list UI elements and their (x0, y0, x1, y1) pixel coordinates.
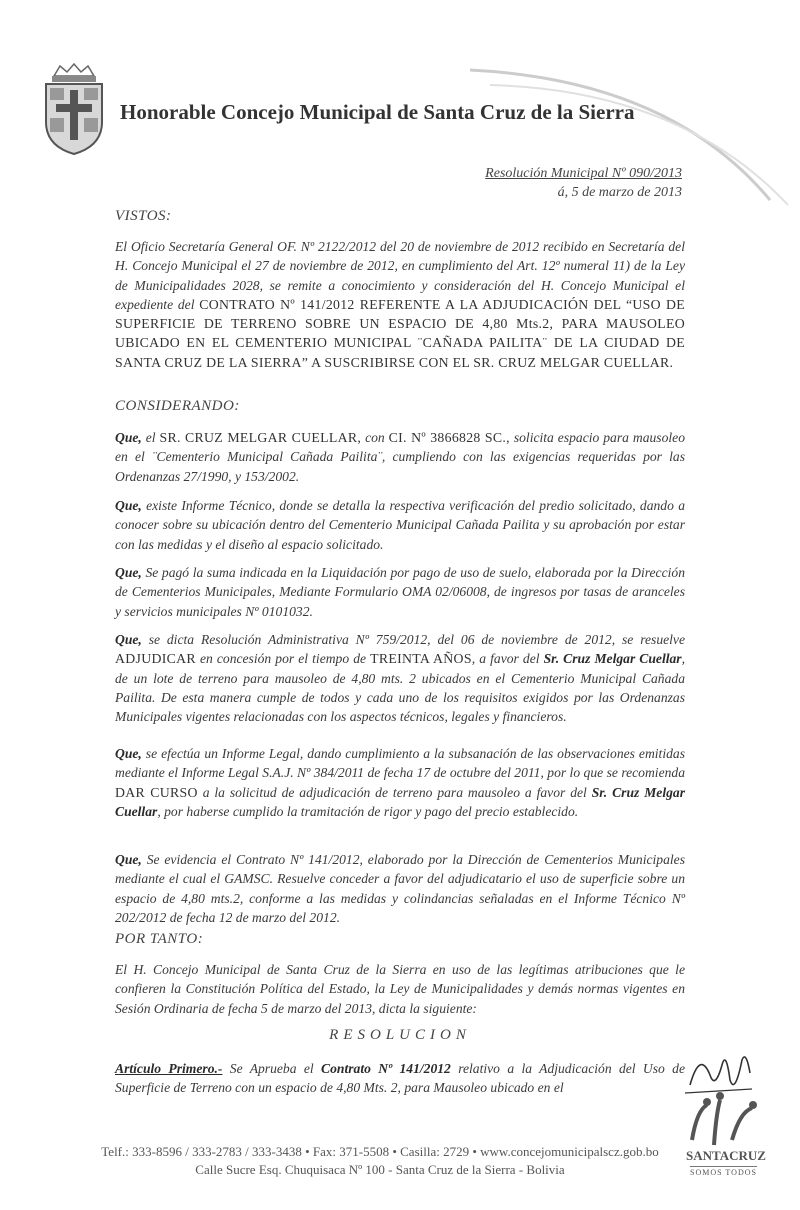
considerando-paragraph-4 (115, 630, 685, 726)
por-tanto-body (115, 960, 685, 1018)
text-segment: relativo a la Adjudicación del Uso de Superficie de Terreno con un espacio de 4,80 Mts. 2, para Mausoleo ubicado en el (115, 1061, 686, 1096)
que-label: Que, (115, 430, 142, 445)
footer-contact: Telf.: 333-8596 / 333-2783 / 333-3438 • Fax: 371-5508 • Casilla: 2729 • www.concejomunicipalscz.gob.bo (101, 1144, 659, 1159)
applicant-name: Sr. Cruz Melgar Cuellar (543, 651, 682, 667)
articulo-primero (115, 1059, 685, 1098)
resolution-number: Resolución Municipal Nº 090/2013 (485, 166, 682, 181)
text-segment: el (141, 430, 160, 445)
considerando-heading: CONSIDERANDO: (115, 398, 240, 414)
por-tanto-section (115, 931, 685, 948)
footer-address: Calle Sucre Esq. Chuquisaca Nº 100 - Santa Cruz de la Sierra - Bolivia (195, 1162, 565, 1177)
considerando-paragraph-3 (115, 563, 685, 621)
coat-of-arms-icon (40, 60, 108, 156)
vistos-heading: VISTOS: (115, 208, 172, 224)
adjudicar-text: ADJUDICAR (115, 651, 196, 667)
text-segment: , por haberse cumplido la tramitación de rigor y pago del precio establecido. (157, 803, 579, 819)
text-segment: Se Aprueba el (222, 1061, 322, 1076)
que-label: Que, (115, 632, 142, 647)
footer (80, 1143, 680, 1179)
por-tanto-heading: POR TANTO: (115, 931, 204, 947)
articulo-label: Artículo Primero.- (115, 1061, 223, 1076)
resolution-date: á, 5 de marzo de 2013 (557, 185, 682, 200)
applicant-ci: CI. Nº 3866828 SC., (388, 430, 510, 445)
resolucion-heading: RESOLUCION (329, 1027, 471, 1043)
contract-number: Contrato Nº 141/2012 (321, 1061, 451, 1076)
vistos-section (115, 208, 685, 225)
considerando-paragraph-1 (115, 428, 685, 486)
considerando-paragraph-2 (115, 496, 685, 554)
vistos-text: El Oficio Secretaría General OF. Nº 2122/2012 del 20 de noviembre de 2012 recibido en Secretaría del H. Concejo Municipal el 27 de noviembre de 2012, en cumplimiento del Art. 12º numeral 11) de la Ley de Municipalidades 2028, se remite a conocimiento y consideración del H. Concejo Municipal el expediente del (115, 239, 685, 312)
que-label: Que, (115, 565, 142, 580)
text-segment: , de un lote de terreno para mausoleo de 4,80 mts. 2 ubicados en el Cementerio Municipal Cañada Pailita. De esta manera cumple de todos y cada uno de los requisitos exigidos por las Ordenanzas Municipales vigentes relacionadas con los aspectos técnicos, legales y financieros. (115, 651, 686, 725)
text-segment: se dicta Resolución Administrativa Nº 759/2012, del 06 de noviembre de 2012, se resuelve (141, 632, 685, 647)
que-label: Que, (115, 746, 142, 761)
text-segment: con (361, 430, 389, 445)
logo-name: SANTACRUZ (686, 1148, 766, 1163)
text-segment: , a favor del (471, 651, 544, 667)
text-segment: en concesión por el tiempo de (195, 651, 371, 667)
considerando-paragraph-5 (115, 744, 685, 821)
logo-slogan: SOMOS TODOS (690, 1168, 757, 1177)
que-label: Que, (115, 852, 142, 867)
text-segment: existe Informe Técnico, donde se detalla la respectiva verificación del predio solicitado, dando a conocer sobre su ubicación dentro del Cementerio Municipal Cañada Pailita y su aprobación por estar con las medidas y el diseño al espacio solicitado. (115, 498, 685, 552)
decorative-arc (470, 30, 800, 210)
dar-curso-text: DAR CURSO (115, 784, 198, 800)
considerando-paragraph-6 (115, 850, 685, 927)
applicant-name: SR. CRUZ MELGAR CUELLAR, (159, 430, 362, 445)
text-segment: Se pagó la suma indicada en la Liquidación por pago de uso de suelo, elaborada por la Dirección de Cementerios Municipales, Mediante Formulario OMA 02/06008, de ingresos por tasas de aranceles y servicios municipales Nº 0101032. (115, 565, 685, 619)
institution-title: Honorable Concejo Municipal de Santa Cruz de la Sierra (120, 100, 635, 124)
considerando-section (115, 398, 685, 415)
text-segment: solicita espacio para mausoleo en el ¨Cementerio Municipal Cañada Pailita¨, cumpliendo con las exigencias requeridas por las Ordenanzas 27/1990, y 153/2002. (115, 430, 685, 484)
text-segment: Se evidencia el Contrato Nº 141/2012, elaborado por la Dirección de Cementerios Municipales mediante el cual el GAMSC. Resuelve conceder a favor del adjudicatario el uso de superficie sobre un espacio de 4,80 mts.2, conforme a las medidas y colindancias señaladas en el Informe Técnico Nº 202/2012 de fecha 12 de marzo del 2012. (115, 852, 685, 925)
applicant-name: Sr. Cruz Melgar Cuellar (115, 784, 685, 819)
text-segment: se efectúa un Informe Legal, dando cumplimiento a la subsanación de las observaciones emitidas mediante el Informe Legal S.A.J. Nº 384/2011 de fecha 17 de octubre del 2011, por lo que se recomienda (115, 746, 685, 781)
vistos-body (115, 237, 685, 372)
vistos-contract-caps: CONTRATO Nº 141/2012 REFERENTE A LA ADJUDICACIÓN DEL “USO DE SUPERFICIE DE TERRENO SOBRE UN ESPACIO DE 4,80 Mts.2, PARA MAUSOLEO UBICADO EN EL CEMENTERIO MUNICIPAL ¨CAÑADA PAILITA¨ DE LA CIUDAD DE SANTA CRUZ DE LA SIERRA” A SUSCRIBIRSE CON EL SR. CRUZ MELGAR CUELLAR. (115, 296, 685, 370)
text-segment: a la solicitud de adjudicación de terreno para mausoleo a favor del (197, 784, 592, 800)
que-label: Que, (115, 498, 142, 513)
por-tanto-text: El H. Concejo Municipal de Santa Cruz de la Sierra en uso de las legítimas atribuciones que le confieren la Constitución Política del Estado, la Ley de Municipalidades y demás normas vigentes en Sesión Ordinaria de fecha 5 de marzo del 2013, dicta la siguiente: (115, 962, 685, 1016)
term-text: TREINTA AÑOS (370, 651, 472, 667)
